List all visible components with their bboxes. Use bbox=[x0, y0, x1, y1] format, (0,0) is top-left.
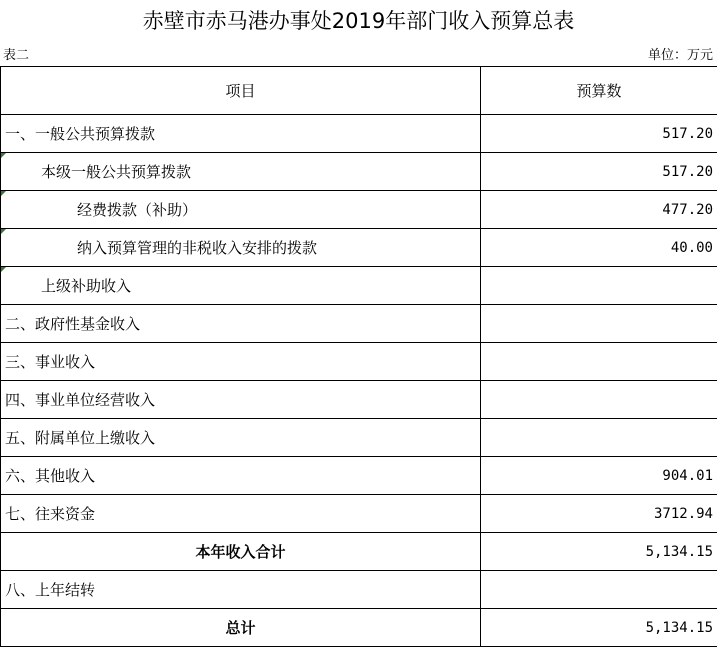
table-row bbox=[1, 419, 717, 457]
row-label-text: 经费拨款（补助） bbox=[77, 201, 198, 219]
table-row bbox=[1, 153, 717, 191]
row-value: 40.00 bbox=[481, 229, 717, 267]
row-label bbox=[1, 153, 481, 191]
row-value: 477.20 bbox=[481, 191, 717, 229]
row-value bbox=[481, 343, 717, 381]
total-value: 5,134.15 bbox=[481, 609, 717, 647]
cell-marker-icon bbox=[1, 267, 6, 272]
row-label-text: 本级一般公共预算拨款 bbox=[41, 163, 192, 181]
row-value: 3712.94 bbox=[481, 495, 717, 533]
row-value: 904.01 bbox=[481, 457, 717, 495]
table-row bbox=[1, 495, 717, 533]
table-row bbox=[1, 267, 717, 305]
row-label bbox=[1, 267, 481, 305]
row-value bbox=[481, 305, 717, 343]
table-row bbox=[1, 457, 717, 495]
row-label-text: 纳入预算管理的非税收入安排的拨款 bbox=[77, 239, 318, 257]
row-label bbox=[1, 229, 481, 267]
row-label: 一、一般公共预算拨款 bbox=[1, 115, 481, 153]
row-value: 517.20 bbox=[481, 153, 717, 191]
cell-marker-icon bbox=[1, 229, 6, 234]
subtotal-label: 本年收入合计 bbox=[1, 533, 481, 571]
table-row bbox=[1, 191, 717, 229]
row-value bbox=[481, 571, 717, 609]
page-title: 赤壁市赤马港办事处2019年部门收入预算总表 bbox=[142, 9, 575, 33]
table-row bbox=[1, 343, 717, 381]
header-budget: 预算数 bbox=[481, 67, 717, 115]
table-number: 表二 bbox=[3, 48, 30, 63]
row-label: 七、往来资金 bbox=[1, 495, 481, 533]
row-label-text: 上级补助收入 bbox=[41, 277, 132, 295]
cell-marker-icon bbox=[1, 153, 6, 158]
row-label: 四、事业单位经营收入 bbox=[1, 381, 481, 419]
row-label: 二、政府性基金收入 bbox=[1, 305, 481, 343]
row-label: 六、其他收入 bbox=[1, 457, 481, 495]
row-label: 八、上年结转 bbox=[1, 571, 481, 609]
row-value bbox=[481, 267, 717, 305]
row-value: 517.20 bbox=[481, 115, 717, 153]
subtotal-value: 5,134.15 bbox=[481, 533, 717, 571]
row-label: 三、事业收入 bbox=[1, 343, 481, 381]
unit-label: 单位：万元 bbox=[647, 48, 713, 63]
row-value bbox=[481, 381, 717, 419]
total-row bbox=[1, 609, 717, 647]
header-item: 项目 bbox=[1, 67, 481, 115]
cell-marker-icon bbox=[1, 191, 6, 196]
table-row bbox=[1, 229, 717, 267]
row-label: 五、附属单位上缴收入 bbox=[1, 419, 481, 457]
row-value bbox=[481, 419, 717, 457]
table-row bbox=[1, 115, 717, 153]
header-row bbox=[1, 67, 717, 115]
budget-table bbox=[0, 66, 717, 647]
subtotal-row bbox=[1, 533, 717, 571]
table-row bbox=[1, 305, 717, 343]
row-label bbox=[1, 191, 481, 229]
table-row bbox=[1, 381, 717, 419]
table-row bbox=[1, 571, 717, 609]
total-label: 总计 bbox=[1, 609, 481, 647]
